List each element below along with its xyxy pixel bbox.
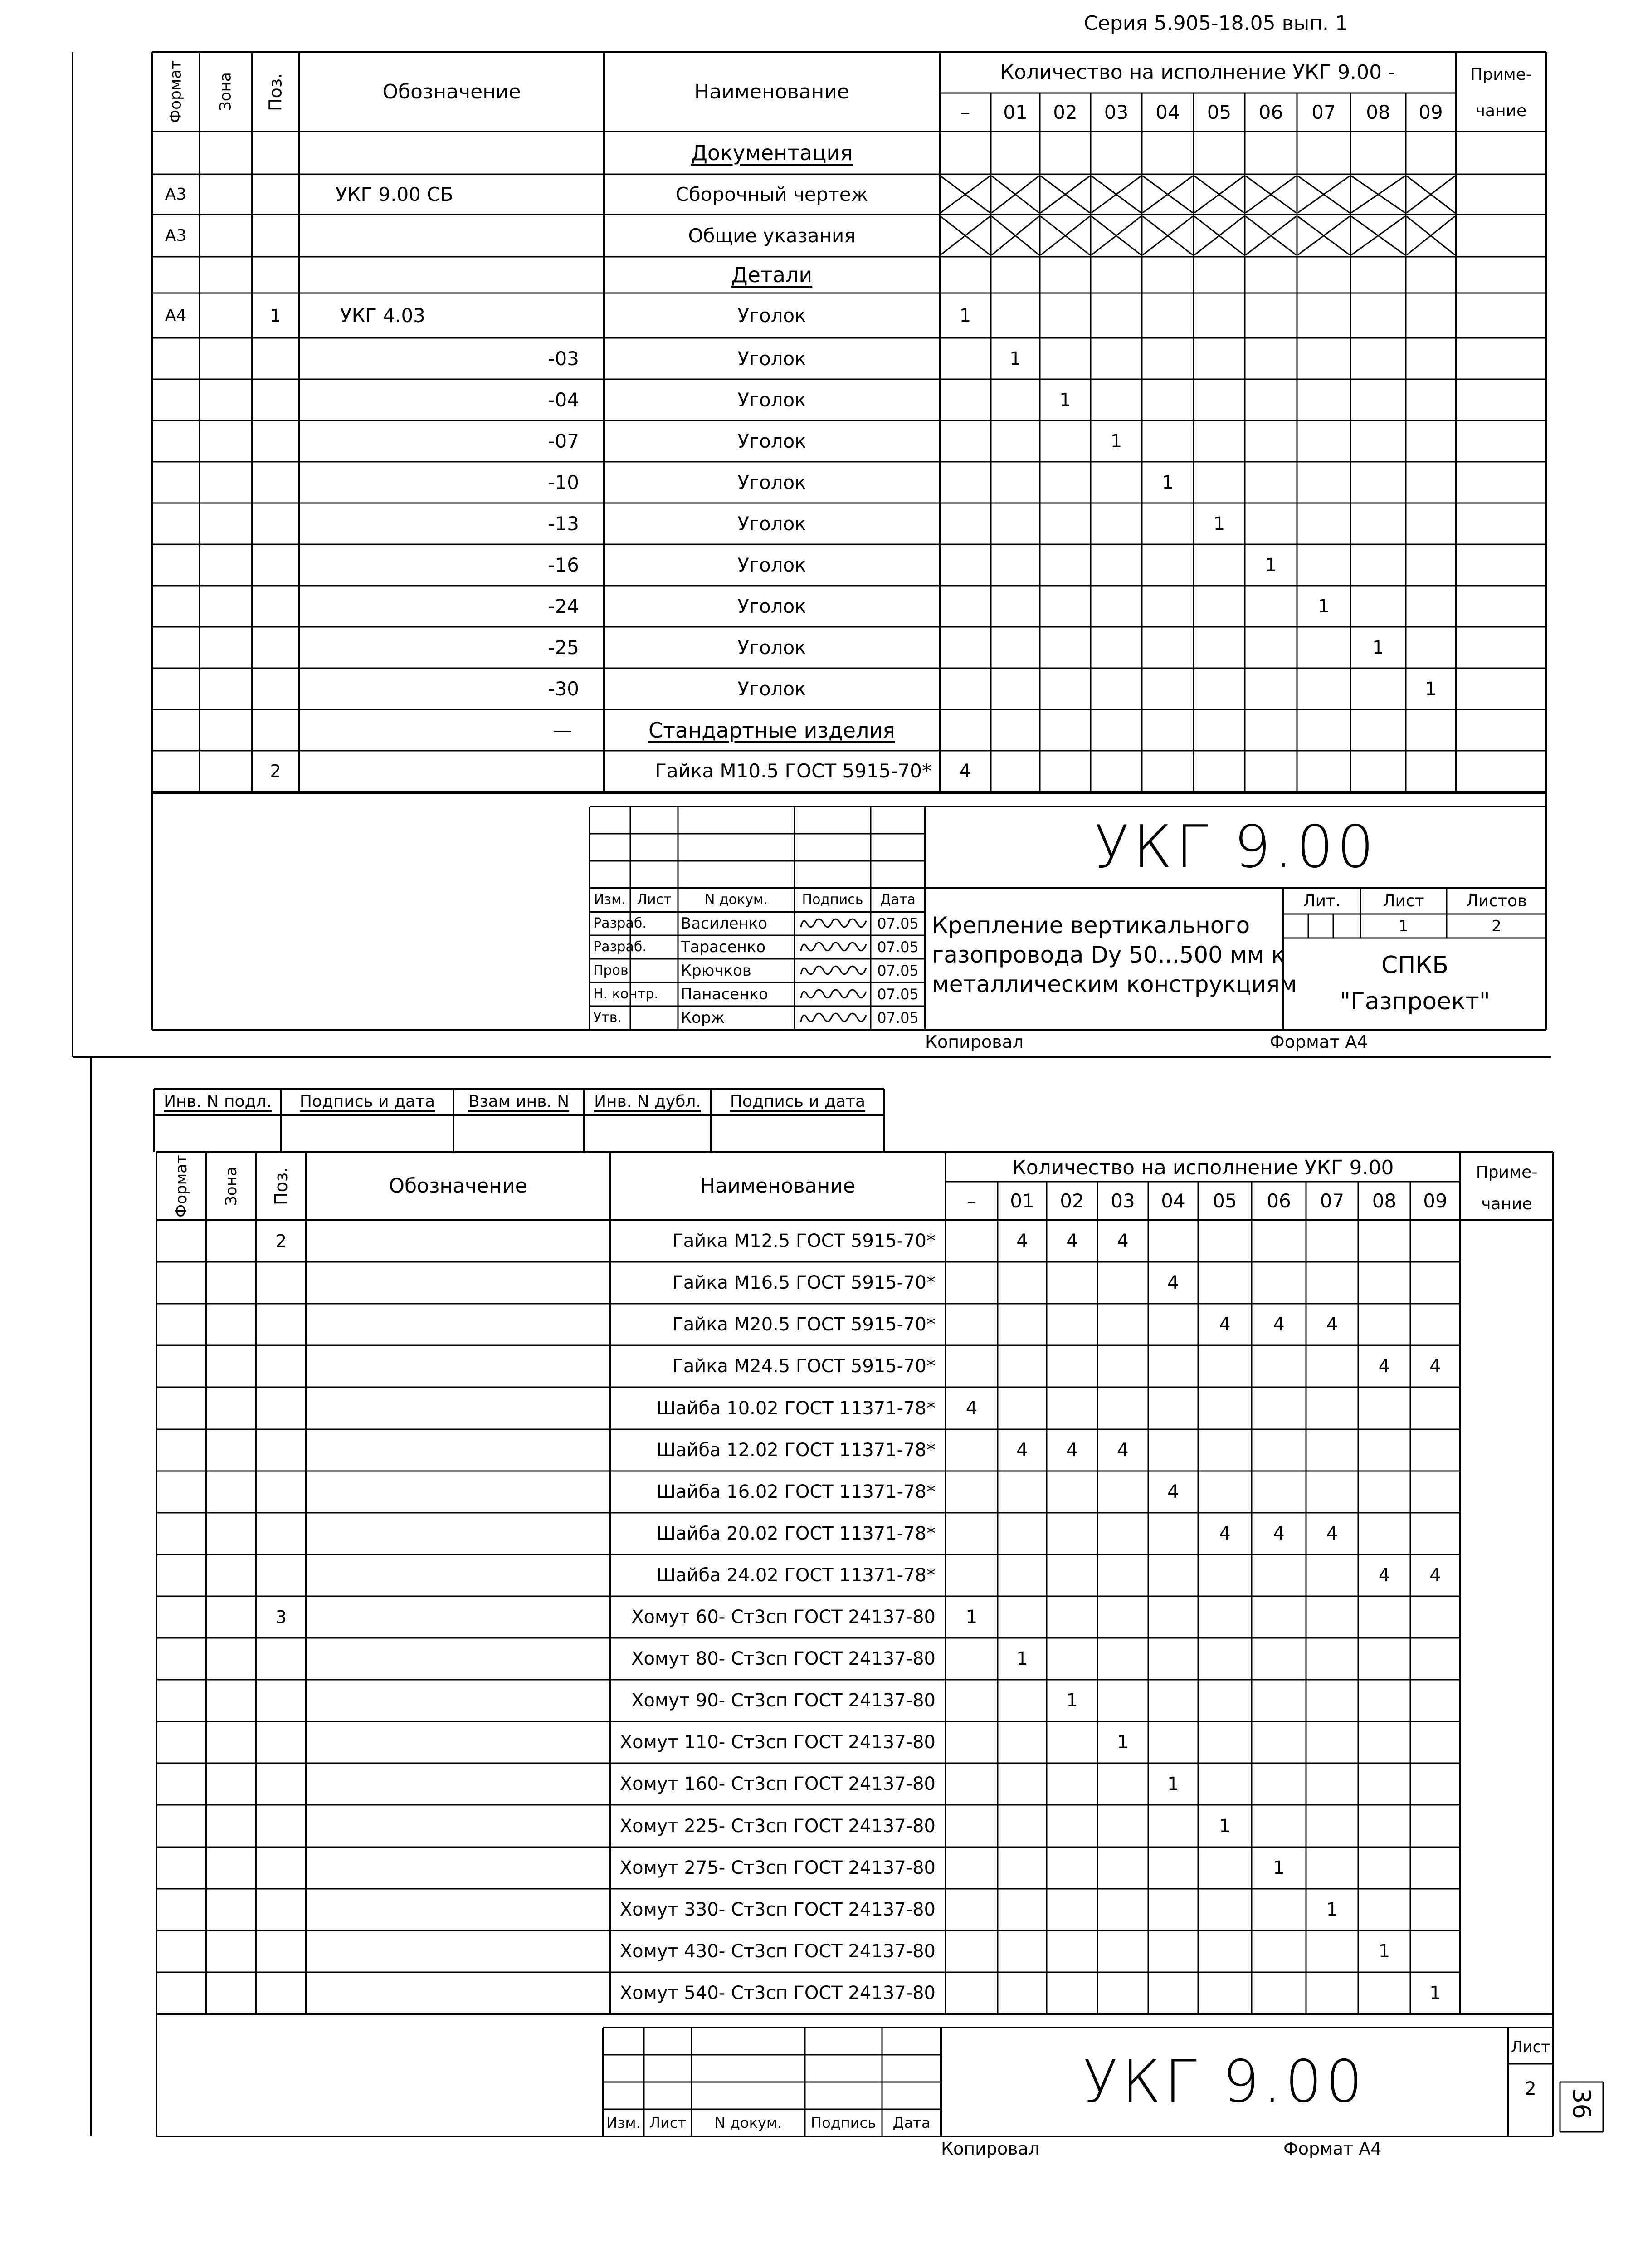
row-name: Хомут 80- Ст3сп ГОСТ 24137-80 bbox=[631, 1648, 936, 1669]
qty-cell: 4 bbox=[1273, 1523, 1285, 1544]
stamp-header-izm: Изм. bbox=[594, 892, 626, 908]
header-variant-08: 08 bbox=[1366, 101, 1390, 123]
side-stamp-inv-dubl: Инв. N дубл. bbox=[594, 1092, 701, 1111]
qty-cell: 4 bbox=[1326, 1523, 1338, 1544]
row-name: Уголок bbox=[737, 388, 806, 411]
stamp-role: Н. контр. bbox=[593, 986, 658, 1002]
doc-title-line: газопровода Dу 50...500 мм к bbox=[932, 942, 1285, 968]
qty-cell: 1 bbox=[959, 305, 971, 326]
row-name: Гайка М12.5 ГОСТ 5915-70* bbox=[672, 1231, 936, 1251]
stamp-header-list: Лист bbox=[637, 892, 672, 908]
row-pos: 2 bbox=[270, 761, 281, 781]
qty-cell: 4 bbox=[1117, 1231, 1129, 1251]
section-title: Документация bbox=[691, 141, 853, 165]
row-name: Гайка М20.5 ГОСТ 5915-70* bbox=[672, 1314, 936, 1335]
stamp-header-sign: Подпись bbox=[811, 2114, 876, 2131]
row-designation: — bbox=[553, 719, 572, 741]
qty-cell: 1 bbox=[1009, 348, 1021, 369]
header-variant-04: 04 bbox=[1155, 101, 1180, 123]
header-zone: Зона bbox=[216, 72, 235, 112]
stamp-header-izm: Изм. bbox=[606, 2114, 641, 2131]
qty-cell: 1 bbox=[1016, 1648, 1028, 1669]
row-designation: УКГ 4.03 bbox=[340, 304, 425, 327]
row-name: Сборочный чертеж bbox=[675, 183, 868, 205]
qty-cell: 4 bbox=[1016, 1231, 1028, 1251]
qty-cell: 1 bbox=[965, 1607, 978, 1628]
stamp-date: 07.05 bbox=[877, 1009, 919, 1026]
header-variant-09: 09 bbox=[1423, 1189, 1448, 1212]
stamp-name: Крючков bbox=[681, 962, 751, 980]
row-name: Гайка М10.5 ГОСТ 5915-70* bbox=[655, 760, 931, 782]
header-note-1: Приме- bbox=[1476, 1163, 1538, 1182]
lit-label: Лит. bbox=[1303, 892, 1341, 910]
qty-cell: 4 bbox=[1066, 1440, 1078, 1461]
qty-cell: 1 bbox=[1110, 430, 1122, 452]
row-format: А3 bbox=[165, 185, 187, 204]
qty-cell: 4 bbox=[1429, 1356, 1441, 1377]
org-name-2: "Газпроект" bbox=[1340, 987, 1490, 1015]
qty-cell: 4 bbox=[1429, 1565, 1441, 1586]
row-name: Хомут 430- Ст3сп ГОСТ 24137-80 bbox=[619, 1941, 936, 1962]
header-variant-04: 04 bbox=[1161, 1189, 1185, 1212]
row-designation: -10 bbox=[548, 471, 579, 494]
sheet-label: Лист bbox=[1511, 2038, 1550, 2056]
qty-cell: 1 bbox=[1167, 1774, 1179, 1794]
row-name: Гайка М24.5 ГОСТ 5915-70* bbox=[672, 1356, 936, 1377]
qty-cell: 1 bbox=[1425, 678, 1437, 699]
row-name: Хомут 330- Ст3сп ГОСТ 24137-80 bbox=[619, 1899, 936, 1920]
row-name: Гайка М16.5 ГОСТ 5915-70* bbox=[672, 1272, 936, 1293]
header-variant-base: – bbox=[967, 1189, 976, 1212]
side-stamp-sign-date-2: Подпись и дата bbox=[730, 1092, 866, 1111]
header-variant-02: 02 bbox=[1053, 101, 1077, 123]
stamp-name: Корж bbox=[681, 1009, 725, 1027]
header-variant-03: 03 bbox=[1104, 101, 1129, 123]
stamp-name: Панасенко bbox=[681, 985, 768, 1003]
stamp-header-ndoc: N докум. bbox=[714, 2114, 782, 2131]
row-name: Уголок bbox=[737, 553, 806, 576]
doc-code: УКГ 9.00 bbox=[1094, 813, 1378, 881]
qty-cell: 4 bbox=[1326, 1314, 1338, 1335]
stamp-header-sign: Подпись bbox=[802, 892, 863, 908]
row-name: Хомут 225- Ст3сп ГОСТ 24137-80 bbox=[619, 1815, 936, 1837]
qty-cell: 1 bbox=[1066, 1690, 1078, 1711]
header-variant-08: 08 bbox=[1372, 1189, 1397, 1212]
header-variant-07: 07 bbox=[1320, 1189, 1345, 1212]
sheet-value: 1 bbox=[1399, 917, 1409, 935]
header-variant-07: 07 bbox=[1311, 101, 1336, 123]
header-designation: Обозначение bbox=[382, 80, 521, 103]
row-pos: 2 bbox=[275, 1231, 287, 1251]
row-name: Шайба 24.02 ГОСТ 11371-78* bbox=[656, 1565, 936, 1586]
row-format: А3 bbox=[165, 226, 187, 245]
row-designation: УКГ 9.00 СБ bbox=[336, 183, 453, 205]
stamp-header-date: Дата bbox=[892, 2114, 931, 2131]
format-label: Формат А4 bbox=[1270, 1032, 1368, 1052]
stamp-date: 07.05 bbox=[877, 938, 919, 956]
header-variant-06: 06 bbox=[1267, 1189, 1291, 1212]
side-stamp-vzam-inv: Взам инв. N bbox=[468, 1092, 570, 1111]
header-variant-05: 05 bbox=[1207, 101, 1232, 123]
qty-cell: 1 bbox=[1265, 554, 1277, 576]
qty-cell: 1 bbox=[1429, 1983, 1441, 2004]
row-name: Уголок bbox=[737, 430, 806, 452]
row-name: Уголок bbox=[737, 304, 806, 327]
sheets-value: 2 bbox=[1492, 917, 1502, 935]
header-pos: Поз. bbox=[271, 1167, 291, 1206]
header-designation: Обозначение bbox=[389, 1174, 527, 1198]
row-name: Хомут 540- Ст3сп ГОСТ 24137-80 bbox=[619, 1983, 936, 2004]
header-variant-05: 05 bbox=[1213, 1189, 1237, 1212]
header-variant-09: 09 bbox=[1419, 101, 1443, 123]
qty-cell: 4 bbox=[1117, 1440, 1129, 1461]
qty-cell: 4 bbox=[1378, 1356, 1390, 1377]
qty-cell: 4 bbox=[1016, 1440, 1028, 1461]
header-variant-03: 03 bbox=[1111, 1189, 1135, 1212]
doc-code: УКГ 9.00 bbox=[1082, 2048, 1366, 2116]
row-designation: -03 bbox=[548, 347, 579, 370]
stamp-header-date: Дата bbox=[880, 892, 916, 908]
stamp-date: 07.05 bbox=[877, 915, 919, 932]
header-pos: Поз. bbox=[265, 73, 286, 111]
doc-title-line: металлическим конструкциям bbox=[932, 971, 1297, 997]
row-designation: -16 bbox=[548, 553, 579, 576]
row-name: Хомут 110- Ст3сп ГОСТ 24137-80 bbox=[619, 1732, 936, 1753]
row-format: А4 bbox=[165, 306, 187, 325]
stamp-name: Василенко bbox=[681, 914, 768, 933]
stamp-role: Разраб. bbox=[593, 939, 647, 955]
row-designation: -30 bbox=[548, 677, 579, 700]
row-name: Уголок bbox=[737, 471, 806, 494]
header-name: Наименование bbox=[700, 1174, 855, 1198]
row-name: Шайба 12.02 ГОСТ 11371-78* bbox=[656, 1440, 936, 1461]
header-format: Формат bbox=[172, 1155, 190, 1217]
sheets-label: Листов bbox=[1466, 892, 1527, 910]
qty-cell: 1 bbox=[1117, 1732, 1129, 1753]
page-number: 36 bbox=[1567, 2088, 1596, 2119]
row-designation: -24 bbox=[548, 595, 579, 617]
qty-cell: 4 bbox=[1219, 1314, 1231, 1335]
qty-cell: 1 bbox=[1273, 1857, 1285, 1878]
header-qty-title: Количество на исполнение УКГ 9.00 - bbox=[1000, 61, 1395, 84]
row-pos: 1 bbox=[270, 305, 281, 326]
row-designation: -13 bbox=[548, 512, 579, 535]
side-stamp-inv-podl: Инв. N подл. bbox=[164, 1092, 272, 1111]
stamp-header-ndoc: N докум. bbox=[704, 892, 768, 908]
header-variant-01: 01 bbox=[1003, 101, 1028, 123]
qty-cell: 1 bbox=[1372, 637, 1384, 658]
row-name: Уголок bbox=[737, 677, 806, 700]
qty-cell: 1 bbox=[1378, 1941, 1390, 1962]
row-name: Шайба 10.02 ГОСТ 11371-78* bbox=[656, 1398, 936, 1419]
header-note-1: Приме- bbox=[1470, 65, 1532, 84]
row-name: Уголок bbox=[737, 347, 806, 370]
qty-cell: 4 bbox=[959, 761, 971, 782]
sheet-label: Лист bbox=[1383, 892, 1424, 910]
stamp-name: Тарасенко bbox=[681, 938, 766, 956]
section-title: Стандартные изделия bbox=[648, 718, 895, 743]
qty-cell: 4 bbox=[1167, 1481, 1179, 1502]
side-stamp-sign-date-1: Подпись и дата bbox=[299, 1092, 435, 1111]
row-designation: -25 bbox=[548, 636, 579, 659]
qty-cell: 4 bbox=[1167, 1272, 1179, 1293]
qty-cell: 1 bbox=[1213, 513, 1225, 534]
doc-title-line: Крепление вертикального bbox=[932, 912, 1250, 938]
header-qty-title: Количество на исполнение УКГ 9.00 bbox=[1012, 1156, 1394, 1179]
row-name: Уголок bbox=[737, 512, 806, 535]
format-label: Формат А4 bbox=[1283, 2139, 1382, 2159]
header-variant-02: 02 bbox=[1060, 1189, 1084, 1212]
stamp-role: Пров. bbox=[593, 963, 633, 978]
qty-cell: 1 bbox=[1162, 472, 1174, 493]
stamp-header-list: Лист bbox=[649, 2114, 687, 2131]
header-note-2: чание bbox=[1481, 1195, 1532, 1213]
series-header: Серия 5.905-18.05 вып. 1 bbox=[1084, 12, 1348, 35]
row-name: Шайба 20.02 ГОСТ 11371-78* bbox=[656, 1523, 936, 1544]
header-name: Наименование bbox=[694, 80, 849, 103]
qty-cell: 1 bbox=[1318, 596, 1330, 617]
row-name: Уголок bbox=[737, 636, 806, 659]
row-name: Хомут 275- Ст3сп ГОСТ 24137-80 bbox=[619, 1857, 936, 1878]
qty-cell: 4 bbox=[1219, 1523, 1231, 1544]
copied-label: Копировал bbox=[925, 1032, 1024, 1052]
copied-label: Копировал bbox=[941, 2139, 1040, 2159]
row-name: Шайба 16.02 ГОСТ 11371-78* bbox=[656, 1481, 936, 1502]
header-variant-01: 01 bbox=[1010, 1189, 1034, 1212]
row-designation: -04 bbox=[548, 388, 579, 411]
qty-cell: 4 bbox=[1273, 1314, 1285, 1335]
header-format: Формат bbox=[166, 60, 185, 123]
row-name: Хомут 160- Ст3сп ГОСТ 24137-80 bbox=[619, 1774, 936, 1794]
stamp-date: 07.05 bbox=[877, 962, 919, 979]
stamp-role: Утв. bbox=[593, 1010, 622, 1026]
qty-cell: 4 bbox=[965, 1398, 978, 1419]
qty-cell: 1 bbox=[1326, 1899, 1338, 1920]
header-variant-base: – bbox=[960, 101, 970, 123]
row-name: Общие указания bbox=[688, 224, 856, 247]
row-name: Хомут 90- Ст3сп ГОСТ 24137-80 bbox=[631, 1690, 936, 1711]
stamp-role: Разраб. bbox=[593, 915, 647, 931]
row-designation: -07 bbox=[548, 430, 579, 452]
section-title: Детали bbox=[731, 263, 813, 287]
qty-cell: 1 bbox=[1059, 389, 1071, 411]
qty-cell: 1 bbox=[1219, 1815, 1231, 1837]
header-variant-06: 06 bbox=[1258, 101, 1283, 123]
header-zone: Зона bbox=[222, 1167, 240, 1206]
stamp-date: 07.05 bbox=[877, 986, 919, 1003]
org-name: СПКБ bbox=[1381, 951, 1448, 979]
row-name: Уголок bbox=[737, 595, 806, 617]
qty-cell: 4 bbox=[1066, 1231, 1078, 1251]
qty-cell: 4 bbox=[1378, 1565, 1390, 1586]
sheet-value: 2 bbox=[1525, 2078, 1536, 2099]
header-note-2: чание bbox=[1475, 102, 1527, 120]
row-name: Хомут 60- Ст3сп ГОСТ 24137-80 bbox=[631, 1607, 936, 1628]
row-pos: 3 bbox=[275, 1607, 287, 1627]
